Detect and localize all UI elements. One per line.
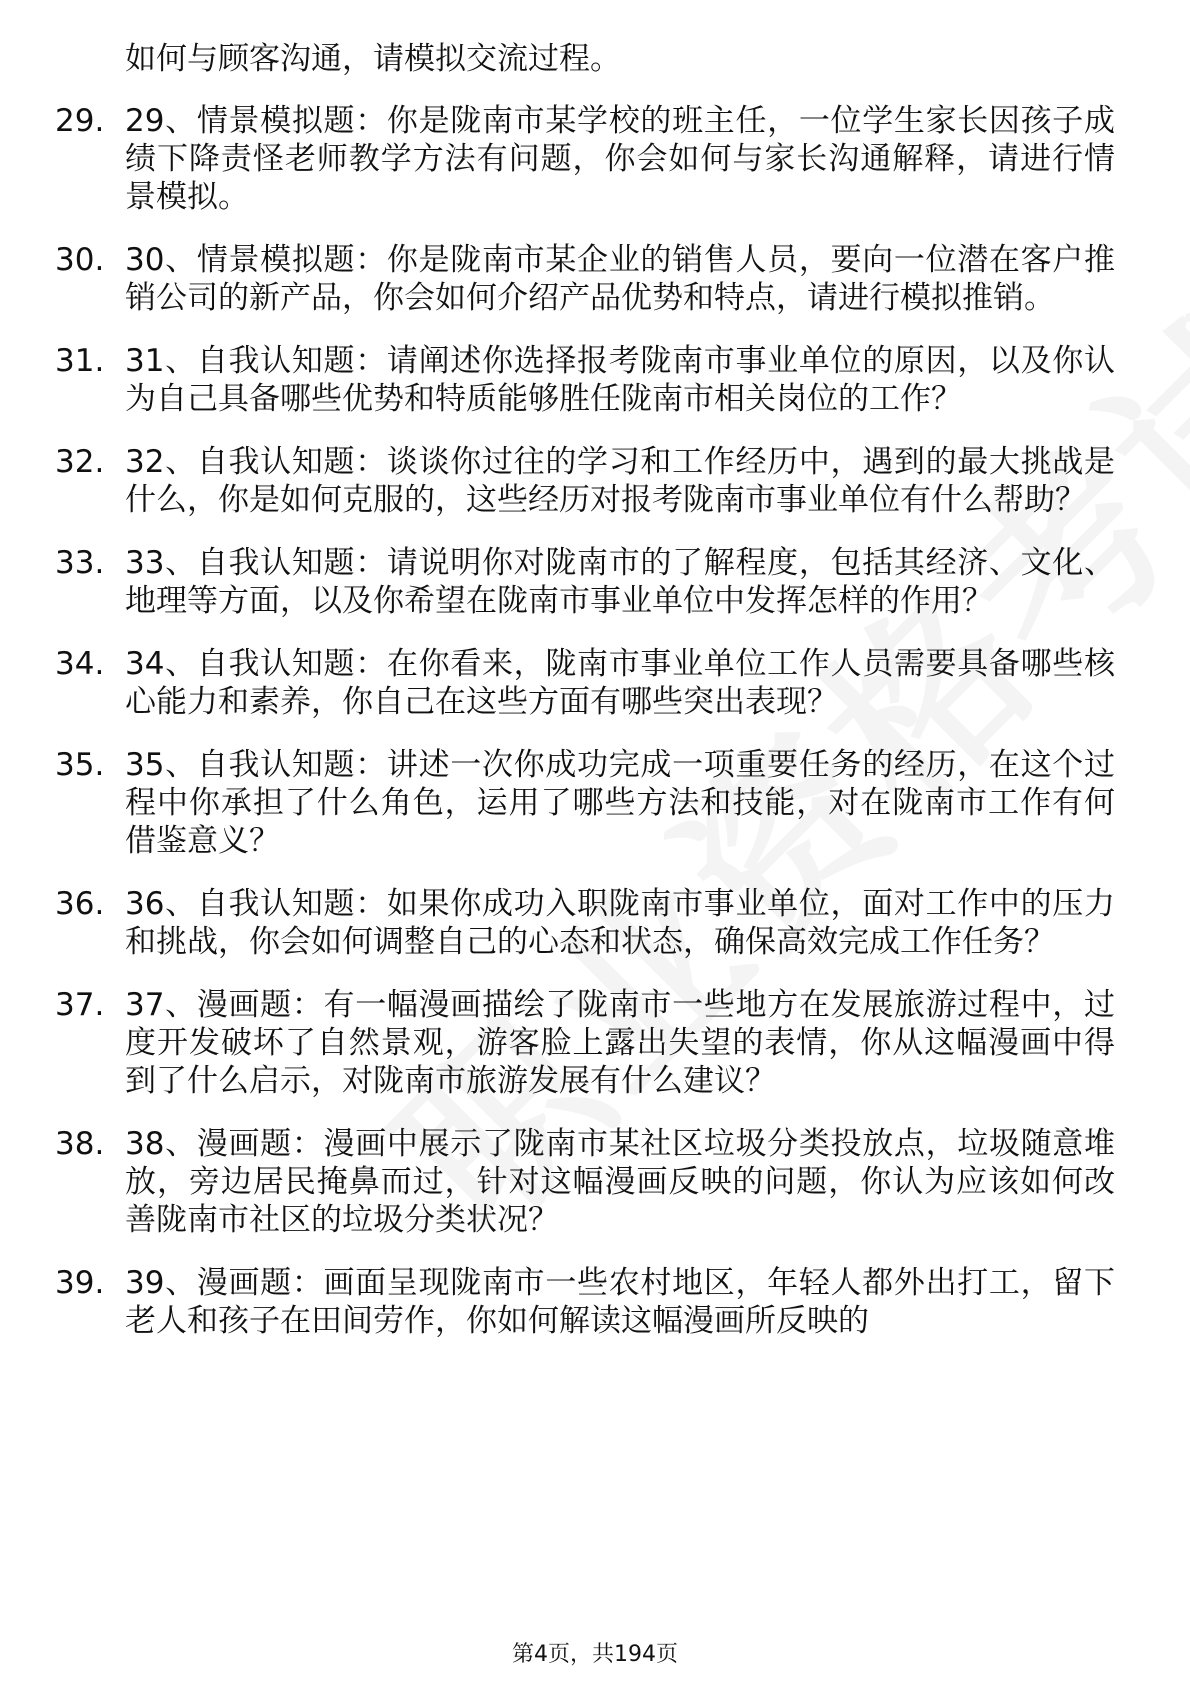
list-item [55, 102, 1115, 216]
item-text: 36、自我认知题：如果你成功入职陇南市事业单位，面对工作中的压力和挑战，你会如何调整自己的心态和状态，确保高效完成工作任务？ [125, 886, 1115, 960]
item-number: 38. [55, 1126, 105, 1162]
item-number: 36. [55, 886, 105, 922]
list-item [55, 1125, 1115, 1239]
continuation-text: 如何与顾客沟通，请模拟交流过程。 [125, 41, 621, 77]
item-number: 39. [55, 1265, 105, 1301]
list-item [55, 342, 1115, 418]
item-text: 37、漫画题：有一幅漫画描绘了陇南市一些地方在发展旅游过程中，过度开发破坏了自然景观，游客脸上露出失望的表情，你从这幅漫画中得到了什么启示，对陇南市旅游发展有什么建议？ [125, 987, 1115, 1099]
item-text: 38、漫画题：漫画中展示了陇南市某社区垃圾分类投放点，垃圾随意堆放，旁边居民掩鼻而过，针对这幅漫画反映的问题，你认为应该如何改善陇南市社区的垃圾分类状况？ [125, 1126, 1115, 1238]
item-number: 33. [55, 545, 105, 581]
list-item [55, 986, 1115, 1100]
item-text: 31、自我认知题：请阐述你选择报考陇南市事业单位的原因，以及你认为自己具备哪些优势和特质能够胜任陇南市相关岗位的工作？ [125, 343, 1115, 417]
item-number: 34. [55, 646, 105, 682]
item-text: 34、自我认知题：在你看来，陇南市事业单位工作人员需要具备哪些核心能力和素养，你自己在这些方面有哪些突出表现？ [125, 646, 1115, 720]
list-item [55, 1264, 1115, 1340]
item-number: 31. [55, 343, 105, 379]
list-item [55, 544, 1115, 620]
list-item [55, 885, 1115, 961]
item-text: 29、情景模拟题：你是陇南市某学校的班主任，一位学生家长因孩子成绩下降责怪老师教学方法有问题，你会如何与家长沟通解释，请进行情景模拟。 [125, 103, 1115, 215]
item-text: 33、自我认知题：请说明你对陇南市的了解程度，包括其经济、文化、地理等方面，以及你希望在陇南市事业单位中发挥怎样的作用？ [125, 545, 1115, 619]
item-text: 39、漫画题：画面呈现陇南市一些农村地区，年轻人都外出打工，留下老人和孩子在田间劳作，你如何解读这幅漫画所反映的 [125, 1265, 1115, 1339]
list-item [55, 241, 1115, 317]
item-number: 29. [55, 103, 105, 139]
item-number: 35. [55, 747, 105, 783]
item-number: 30. [55, 242, 105, 278]
list-item [55, 443, 1115, 519]
list-item [55, 645, 1115, 721]
item-text: 32、自我认知题：谈谈你过往的学习和工作经历中，遇到的最大挑战是什么，你是如何克服的，这些经历对报考陇南市事业单位有什么帮助？ [125, 444, 1115, 518]
item-text: 35、自我认知题：讲述一次你成功完成一项重要任务的经历，在这个过程中你承担了什么角色，运用了哪些方法和技能，对在陇南市工作有何借鉴意义？ [125, 747, 1115, 859]
list-item [55, 746, 1115, 860]
item-text: 30、情景模拟题：你是陇南市某企业的销售人员，要向一位潜在客户推销公司的新产品，你会如何介绍产品优势和特点，请进行模拟推销。 [125, 242, 1115, 316]
item-number: 32. [55, 444, 105, 480]
item-number: 37. [55, 987, 105, 1023]
page-content [55, 40, 1115, 1365]
page-footer: 第4页，共194页 [512, 1642, 678, 1667]
